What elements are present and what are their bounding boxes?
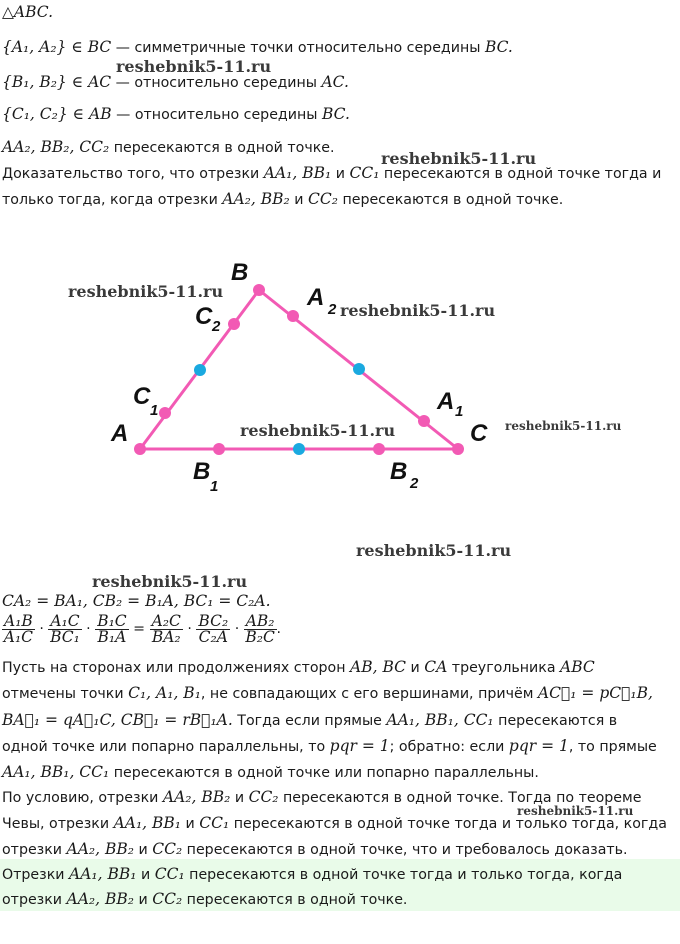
watermark: reshebnik5-11.ru <box>68 282 224 301</box>
point-b2 <box>373 443 385 455</box>
label-b2-sub: 2 <box>410 475 419 492</box>
point-a <box>134 443 146 455</box>
label-c2: C <box>195 303 213 330</box>
text: пересекаются в одной точке. <box>182 892 408 908</box>
watermark: reshebnik5-11.ru <box>240 421 396 440</box>
math: CC₂ <box>152 840 183 858</box>
prove-math: CC₁ <box>349 164 380 182</box>
text: отмечены точки <box>2 686 129 702</box>
multiply-sign: · <box>187 621 192 637</box>
conclusion-line-3 <box>2 839 628 860</box>
label-a2-sub: 2 <box>328 301 337 318</box>
prove-math: AA₁, BB₁ <box>263 164 332 182</box>
text: пересекаются в одной точке. Тогда по теореме <box>278 790 642 806</box>
given-a-side: BC. <box>484 38 513 56</box>
text: одной точке или попарно параллельны, то <box>2 739 330 755</box>
math: AA₂, BB₂ <box>162 788 231 806</box>
math: AA₁, BB₁, CC₁ <box>386 711 494 729</box>
text: и <box>230 790 249 806</box>
denominator: BA₂ <box>151 627 181 646</box>
text: и <box>405 660 425 676</box>
point-b1 <box>213 443 225 455</box>
label-a2: A <box>307 284 325 311</box>
math: CC₁ <box>199 814 230 832</box>
math: CA <box>424 658 448 676</box>
fraction <box>48 611 81 646</box>
prove-line-2 <box>2 189 563 210</box>
watermark: reshebnik5-11.ru <box>381 149 537 168</box>
text: , не совпадающих с его вершинами, причём <box>200 686 538 702</box>
math: BA⃗₁ = qA⃗₁C, CB⃗₁ = rB⃗₁A. <box>2 711 233 729</box>
equalities-line <box>2 591 271 612</box>
prove-text: и <box>331 166 350 182</box>
math: CC₂ <box>248 788 279 806</box>
point-c1 <box>159 407 171 419</box>
given-b-text: — относительно середины <box>111 75 322 91</box>
prove-text: пересекаются в одной точке тогда и <box>379 166 662 182</box>
label-a: A <box>111 420 129 447</box>
midpoint-bc <box>353 363 365 375</box>
conclusion-line-1 <box>2 787 641 808</box>
given-line-1 <box>2 2 53 23</box>
text: пересекаются в одной точке тогда и только тогда, когда <box>229 816 667 832</box>
text: и <box>136 867 155 883</box>
prove-math: AA₂, BB₂ <box>222 190 290 208</box>
text: , то прямые <box>568 739 657 755</box>
prove-text: Доказательство того, что отрезки <box>2 166 264 182</box>
given-condition: пересекаются в одной точке. <box>109 140 335 156</box>
text: отрезки <box>2 892 67 908</box>
text: По условию, отрезки <box>2 790 163 806</box>
theorem-line-4 <box>2 736 657 757</box>
label-c2-sub: 2 <box>212 318 221 335</box>
fraction <box>196 611 230 646</box>
point-a2 <box>287 310 299 322</box>
math: CC₁ <box>154 865 185 883</box>
ceva-product-line <box>2 612 281 646</box>
numerator: A₂C <box>151 611 181 630</box>
theorem-line-1 <box>2 657 595 678</box>
label-b1: B <box>193 458 211 485</box>
label-a1-sub: 1 <box>455 403 464 420</box>
given-line-4 <box>2 104 350 125</box>
midpoint-ac <box>293 443 305 455</box>
text: и <box>133 842 153 858</box>
denominator: B₁A <box>97 627 127 646</box>
math: pqr = 1 <box>508 737 569 755</box>
text: пересекаются в одной точке тогда и только тогда, когда <box>184 867 623 883</box>
fraction <box>2 611 35 646</box>
text: и <box>133 892 153 908</box>
denominator: BC₁ <box>50 627 80 646</box>
text: Тогда если прямые <box>232 713 387 729</box>
given-c-text: — относительно середины <box>111 107 322 123</box>
given-triangle: △ABC. <box>2 3 54 21</box>
watermark: reshebnik5-11.ru <box>92 572 248 591</box>
math: AA₁, BB₁, CC₁ <box>2 763 110 781</box>
given-b-points: {B₁, B₂} ∈ AC <box>2 73 112 91</box>
multiply-sign: · <box>39 621 44 637</box>
watermark: reshebnik5-11.ru <box>116 57 272 76</box>
given-c-side: BC. <box>321 105 350 123</box>
text: отрезки <box>2 842 67 858</box>
math: AA₂, BB₂ <box>66 840 134 858</box>
prove-text: только тогда, когда отрезки <box>2 192 223 208</box>
watermark: reshebnik5-11.ru <box>356 541 512 560</box>
given-a-text: — симметричные точки относительно середины <box>111 40 485 56</box>
text: ; обратно: если <box>389 739 509 755</box>
label-c1: C <box>133 383 151 410</box>
prove-line-1 <box>2 163 661 184</box>
given-line-5 <box>2 137 335 158</box>
math: AA₁, BB₁ <box>113 814 182 832</box>
answer-line-1 <box>2 864 622 885</box>
label-b: B <box>231 259 249 286</box>
equalities: CA₂ = BA₁, CB₂ = B₁A, BC₁ = C₂A. <box>2 592 271 610</box>
text: треугольника <box>447 660 561 676</box>
point-a1 <box>418 415 430 427</box>
given-a-points: {A₁, A₂} ∈ BC <box>2 38 112 56</box>
math: AA₁, BB₁ <box>69 865 137 883</box>
answer-line-2 <box>2 889 407 910</box>
prove-math: CC₂ <box>308 190 338 208</box>
numerator: A₁B <box>4 611 33 630</box>
multiply-sign: · <box>234 621 240 637</box>
watermark: reshebnik5-11.ru <box>340 301 496 320</box>
label-b1-sub: 1 <box>210 478 219 495</box>
given-line-2 <box>2 37 513 58</box>
fraction <box>244 611 277 646</box>
numerator: AB₂ <box>245 611 275 630</box>
text: пересекаются в одной точке, что и требовалось доказать. <box>182 842 628 858</box>
text: пересекаются в <box>493 713 618 729</box>
numerator: B₁C <box>97 611 127 630</box>
fraction <box>95 611 128 646</box>
math: AA₂, BB₂ <box>66 890 134 908</box>
numerator: BC₂ <box>198 611 229 630</box>
theorem-line-5 <box>2 762 539 783</box>
point-c <box>452 443 464 455</box>
point-b <box>253 284 265 296</box>
multiply-sign: · <box>86 621 91 637</box>
theorem-line-3 <box>2 710 617 731</box>
theorem-line-2 <box>2 683 653 704</box>
denominator: A₁C <box>3 627 34 646</box>
math: pqr = 1 <box>329 737 390 755</box>
fraction <box>150 611 183 646</box>
prove-text: и <box>289 192 308 208</box>
math: AB, BC <box>350 658 406 676</box>
midpoint-ab <box>194 364 206 376</box>
point-c2 <box>228 318 240 330</box>
given-c-points: {C₁, C₂} ∈ AB <box>2 105 112 123</box>
label-c1-sub: 1 <box>150 402 159 419</box>
given-b-side: AC. <box>321 73 349 91</box>
text: Пусть на сторонах или продолжениях сторон <box>2 660 350 676</box>
text: и <box>181 816 200 832</box>
text: пересекаются в одной точке или попарно параллельны. <box>109 765 539 781</box>
denominator: B₂C <box>245 627 275 646</box>
given-segments: AA₂, BB₂, CC₂ <box>2 138 110 156</box>
equals-sign: = <box>133 621 146 637</box>
text: Чевы, отрезки <box>2 816 114 832</box>
prove-text: пересекаются в одной точке. <box>337 192 564 208</box>
math: C₁, A₁, B₁ <box>128 684 201 702</box>
watermark: reshebnik5-11.ru <box>505 419 622 433</box>
math: AC⃗₁ = pC⃗₁B, <box>537 684 653 702</box>
label-a1: A <box>437 388 455 415</box>
text: Отрезки <box>2 867 70 883</box>
math: CC₂ <box>152 890 183 908</box>
watermark: reshebnik5-11.ru <box>517 804 634 818</box>
label-c: C <box>470 420 488 447</box>
math: ABC <box>560 658 595 676</box>
period: . <box>276 621 282 637</box>
numerator: A₁C <box>50 611 80 630</box>
denominator: C₂A <box>198 627 228 646</box>
conclusion-line-2 <box>2 813 667 834</box>
label-b2: B <box>390 458 408 485</box>
